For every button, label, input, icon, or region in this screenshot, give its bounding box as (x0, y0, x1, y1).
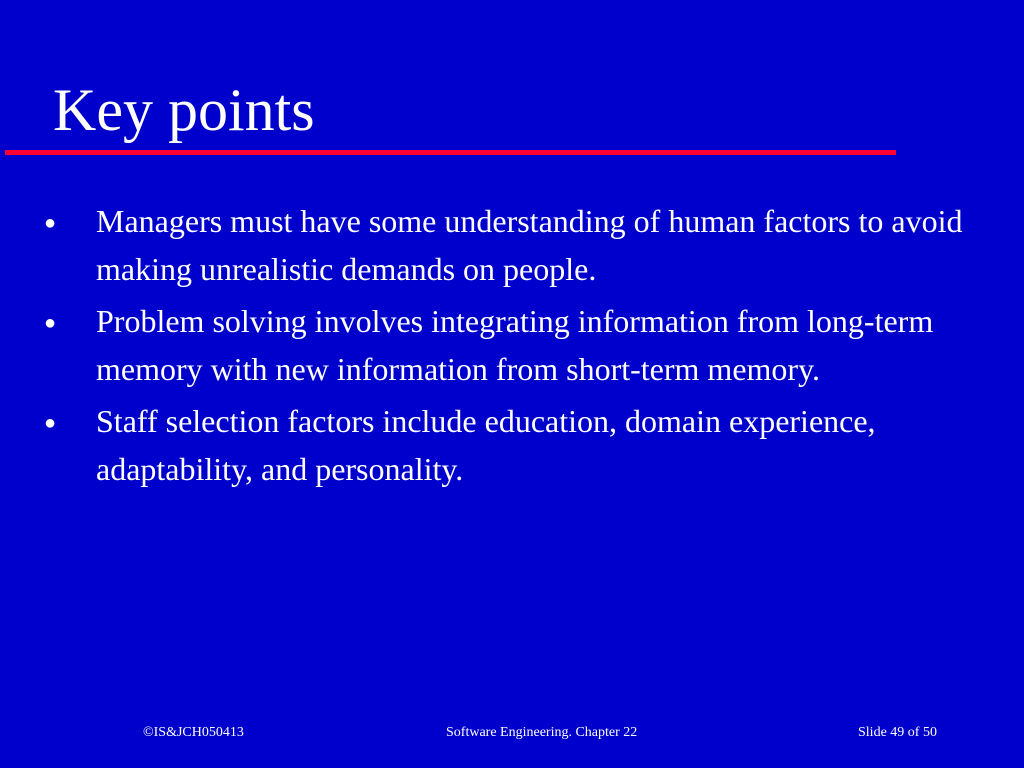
bullet-item (40, 397, 1000, 493)
bullet-item (40, 197, 1000, 293)
bullet-icon: ● (44, 412, 57, 434)
footer-slide-number: Slide 49 of 50 (858, 725, 937, 740)
slide-title: Key points (53, 77, 315, 143)
bullet-text: Staff selection factors include education, domain experience, adaptability, and personality. (96, 403, 876, 487)
bullet-item (40, 297, 1000, 393)
bullet-list (40, 197, 1000, 497)
bullet-icon: ● (44, 312, 57, 334)
bullet-text: Problem solving involves integrating information from long-term memory with new information from short-term memory. (96, 303, 934, 387)
bullet-icon: ● (44, 212, 57, 234)
footer-copyright: ©IS&JCH050413 (143, 725, 244, 740)
bullet-text: Managers must have some understanding of human factors to avoid making unrealistic demands on people. (96, 203, 963, 287)
footer-course-title: Software Engineering. Chapter 22 (446, 725, 638, 740)
title-underline (5, 150, 896, 155)
